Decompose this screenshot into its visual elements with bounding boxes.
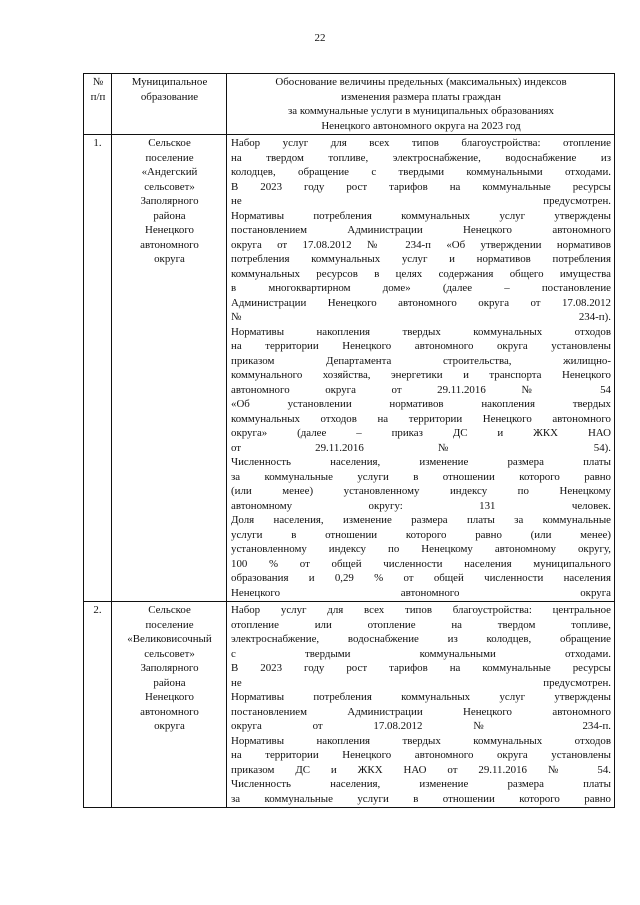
municipality-line: «Великовисочный (127, 633, 212, 645)
table-row (84, 135, 615, 602)
justification-line: отопление или отопление на твердом топливе, (231, 618, 611, 631)
header-justification-line: изменения размера платы граждан (341, 90, 501, 103)
justification-line: (или менее) установленному индексу по Ненецкому (231, 485, 611, 497)
justification-cell (227, 602, 615, 808)
municipality-cell (112, 602, 227, 808)
municipality-line: поселение (145, 151, 194, 164)
justification-line: Нормативы накопления твердых коммунальных отходов (231, 325, 611, 338)
header-justification-line: за коммунальные услуги в муниципальных образованиях (288, 105, 554, 117)
municipality-line: района (153, 676, 186, 689)
row-number: 2. (84, 602, 112, 808)
row-number: 1. (84, 135, 112, 602)
header-justification-line: Обоснование величины предельных (максимальных) индексов (275, 76, 567, 88)
justification-line: услуги в отношении которого равно (или менее) (231, 528, 611, 541)
justification-line: на территории Ненецкого автономного округа установлены (231, 340, 611, 352)
municipality-line: сельсовет» (144, 180, 195, 193)
header-mo-line: образование (140, 90, 199, 103)
justification-line: за коммунальные услуги в отношении которого равно (231, 792, 611, 805)
justification-line: не предусмотрен. (231, 676, 611, 689)
header-mo-line: Муниципальное (131, 76, 208, 88)
justification-line: коммунальных отходов на территории Ненецкого автономного (231, 412, 611, 425)
justification-line: установленному индексу по Ненецкому автономному округу, (231, 543, 611, 555)
municipality-line: Ненецкого (144, 224, 194, 236)
justification-line: образования и 0,29 % от общей численности населения (231, 572, 611, 584)
justification-line: округа от 17.08.2012 № 234-п «Об утверждении нормативов (231, 238, 611, 251)
indices-table (83, 73, 615, 808)
justification-line: Численность населения, изменение размера платы (231, 778, 611, 790)
municipality-line: поселение (145, 618, 194, 631)
justification-line: в многоквартирном доме» (далее – постановление (231, 282, 611, 294)
justification-line: постановлением Администрации Ненецкого автономного (231, 705, 611, 718)
justification-line: Нормативы накопления твердых коммунальных отходов (231, 734, 611, 747)
justification-line: В 2023 году рост тарифов на коммунальные ресурсы (231, 662, 611, 674)
municipality-line: «Андегский (141, 166, 198, 178)
justification-line: Ненецкого автономного округа (231, 586, 611, 599)
header-justification (227, 74, 615, 135)
table-row (84, 602, 615, 808)
municipality-line: автономного (140, 238, 199, 251)
municipality-line: автономного (140, 705, 199, 718)
municipality-line: сельсовет» (144, 647, 195, 660)
justification-line: не предусмотрен. (231, 195, 611, 207)
municipality-line: Заполярного (140, 195, 199, 207)
justification-line: приказом ДС и ЖКХ НАО от 29.11.2016 № 54. (231, 763, 611, 776)
justification-line: электроснабжение, водоснабжение из колодцев, обращение (231, 633, 611, 645)
justification-line: Нормативы потребления коммунальных услуг утверждены (231, 691, 611, 703)
justification-line: «Об установлении нормативов накопления твердых (231, 398, 611, 410)
justification-cell (227, 135, 615, 602)
justification-line: Набор услуг для всех типов благоустройства: отопление (231, 137, 611, 149)
municipality-line: Заполярного (140, 662, 199, 674)
justification-line: Набор услуг для всех типов благоустройства: центральное (231, 604, 611, 616)
header-justification-line: Ненецкого автономного округа на 2023 год (321, 119, 521, 132)
justification-line: округа от 17.08.2012 № 234-п. (231, 720, 611, 732)
header-num (84, 74, 112, 135)
justification-line: Доля населения, изменение размера платы за коммунальные (231, 514, 611, 526)
municipality-line: Сельское (148, 604, 191, 616)
justification-line: Численность населения, изменение размера платы (231, 456, 611, 468)
header-mo (112, 74, 227, 135)
justification-line: с твердыми коммунальными отходами. (231, 647, 611, 660)
justification-line: на твердом топливе, электроснабжение, водоснабжение из (231, 151, 611, 164)
header-num-line: № (92, 76, 104, 88)
justification-line: коммунального хозяйства, энергетики и транспорта Ненецкого (231, 369, 611, 381)
municipality-line: округа (154, 720, 185, 732)
municipality-line: Сельское (148, 137, 191, 149)
justification-line: В 2023 году рост тарифов на коммунальные ресурсы (231, 180, 611, 193)
municipality-line: района (153, 209, 186, 222)
justification-line: потребления коммунальных услуг и нормативов потребления (231, 253, 611, 265)
justification-line: Администрации Ненецкого автономного округа от 17.08.2012 (231, 296, 611, 309)
justification-line: от 29.11.2016 № 54). (231, 441, 611, 454)
justification-line: на территории Ненецкого автономного округа установлены (231, 749, 611, 761)
justification-line: постановлением Администрации Ненецкого автономного (231, 224, 611, 236)
justification-line: округа» (далее – приказ ДС и ЖКХ НАО (231, 427, 611, 439)
justification-line: Нормативы потребления коммунальных услуг утверждены (231, 209, 611, 222)
justification-line: за коммунальные услуги в отношении которого равно (231, 470, 611, 483)
table-header-row (84, 74, 615, 135)
justification-line: приказом Департамента строительства, жилищно- (231, 354, 611, 367)
justification-line: автономного округа от 29.11.2016 № 54 (231, 383, 611, 396)
header-num-line: п/п (90, 90, 106, 103)
justification-line: коммунальных ресурсов в целях содержания общего имущества (231, 267, 611, 280)
municipality-cell (112, 135, 227, 602)
municipality-line: Ненецкого (144, 691, 194, 703)
justification-line: колодцев, обращение с твердыми коммунальными отходами. (231, 166, 611, 178)
justification-line: автономному округу: 131 человек. (231, 499, 611, 512)
municipality-line: округа (154, 253, 185, 265)
justification-line: № 234-п). (231, 311, 611, 323)
page-number: 22 (314, 32, 326, 44)
justification-line: 100 % от общей численности населения муниципального (231, 557, 611, 570)
